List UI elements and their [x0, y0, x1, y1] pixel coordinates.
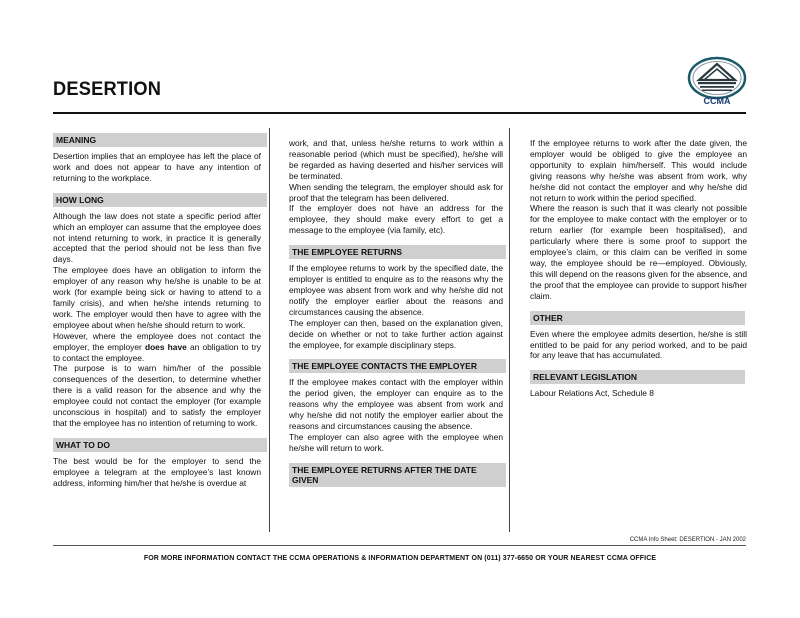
what-to-do-continued-1: work, and that, unless he/she returns to work within a reasonable period (which must be specified), he/she will be regarded as having deserted and his/her services will be terminated.: [289, 138, 503, 181]
what-to-do-paragraph: The best would be for the employer to send the employee a telegram at the employee’s last known address, informing him/her that he/she is overdue at: [53, 455, 261, 488]
logo-text: CCMA: [703, 96, 731, 106]
what-to-do-continued-3: If the employer does not have an address for the employee, they should make every effort to get a message to the employee (via family, etc).: [289, 203, 503, 236]
column-1: [53, 128, 270, 532]
other-paragraph: Even where the employee admits desertion, he/she is still entitled to be paid for any period worked, and to be paid for any leave that has accumulated.: [530, 328, 747, 361]
footer-contact-line: FOR MORE INFORMATION CONTACT THE CCMA OPERATIONS & INFORMATION DEPARTMENT ON (011) 377-6650 OR YOUR NEAREST CCMA OFFICE: [143, 555, 657, 562]
employee-contacts-paragraph-2: The employer can also agree with the employee when he/she will return to work.: [289, 431, 503, 453]
how-long-paragraph-3: However, where the employee does not contact the employer, the employer does have an obligation to try to contact the employee.: [53, 330, 261, 363]
column-2: [289, 128, 510, 532]
employee-contacts-paragraph-1: If the employee makes contact with the employer within the period given, the employer can enquire as to the reasons why the employee was absent from work and why he/she did not notify the employer earlier about the reasons and circumstances causing the absence.: [289, 377, 503, 432]
section-head-what-to-do: WHAT TO DO: [53, 438, 267, 452]
how-long-paragraph-4: The purpose is to warn him/her of the possible consequences of the desertion, to determine whether there is a valid reason for the absence and why the employee could not contact the employer (for example unconscious in hospital) and to satisfy the employer that the employee has no intention of returning to work.: [53, 363, 261, 428]
section-head-returns-after-date: THE EMPLOYEE RETURNS AFTER THE DATE GIVEN: [289, 463, 506, 487]
info-sheet-label: CCMA Info Sheet: DESERTION - JAN 2002: [629, 537, 746, 543]
employee-returns-paragraph-1: If the employee returns to work by the specified date, the employer is entitled to enquire as to the reasons why the employee was absent from work and why he/she did not notify the employer earlier about the reasons and circumstances causing the absence.: [289, 263, 503, 317]
section-head-other: OTHER: [530, 311, 745, 325]
legislation-paragraph: Labour Relations Act, Schedule 8: [530, 388, 654, 399]
footer-rule: [53, 545, 746, 546]
section-head-relevant-legislation: RELEVANT LEGISLATION: [530, 370, 745, 384]
employee-returns-paragraph-2: The employer can then, based on the explanation given, decide on whether or not to take further action against the employee, for example disciplinary steps.: [289, 317, 503, 350]
returns-after-date-paragraph-1: If the employee returns to work after the date given, the employer would be obliged to give the employee an opportunity to explain him/herself. This would include giving reasons why he/she was absent from work, why he/she did not contact the employer and why he/she did not return to work within the period specified.: [530, 138, 747, 203]
meaning-paragraph: Desertion implies that an employee has left the place of work and does not appear to have any intention of returning to the workplace.: [53, 151, 261, 183]
page-title: DESERTION: [53, 79, 162, 100]
section-head-employee-contacts: THE EMPLOYEE CONTACTS THE EMPLOYER: [289, 359, 506, 373]
section-head-meaning: MEANING: [53, 133, 267, 147]
how-long-paragraph-1: Although the law does not state a specific period after which an employer can assume that the employee does not intend returning to work, in practice it is generally accepted that the period should not be less than five days.: [53, 210, 261, 265]
how-long-paragraph-2: The employee does have an obligation to inform the employer of any reason why he/she is unable to be at work (for example being sick or having to attend to a family crisis), and when he/she intends returning to work. The employer would then have to agree with the employee about when he/she should return to work.: [53, 265, 261, 330]
emphasis-does-have: does have: [144, 341, 187, 352]
what-to-do-continued-2: When sending the telegram, the employer should ask for proof that the telegram has been delivered.: [289, 181, 503, 203]
returns-after-date-paragraph-2: Where the reason is such that it was clearly not possible for the employee to make contact with the employer or to return earlier (for example been hospitalised), and particularly where there is some proof to support the employee’s claim, or this claim can be verified in some way, the employee should be re—employed. Obviously, this will depend on the reasons given for the absence, and the proof that the employee can provide to support his/her claim.: [530, 203, 747, 301]
section-head-how-long: HOW LONG: [53, 193, 267, 207]
section-head-employee-returns: THE EMPLOYEE RETURNS: [289, 245, 506, 259]
ccma-logo: [686, 56, 748, 106]
column-3: [530, 128, 747, 399]
header-rule: [53, 112, 746, 114]
